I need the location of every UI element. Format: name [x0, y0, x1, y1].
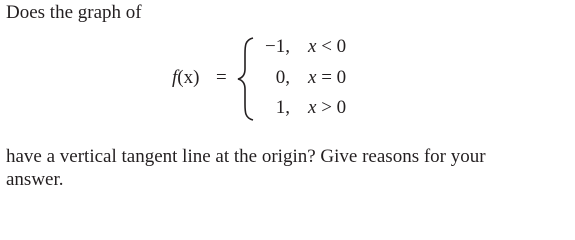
function-argument: (x) — [177, 67, 200, 88]
case-value-text: 1, — [275, 97, 290, 118]
condition-variable: x — [308, 36, 317, 57]
condition-text: < 0 — [316, 36, 347, 57]
question-text-continued: answer. — [6, 169, 64, 190]
intro-text: Does the graph of — [6, 2, 142, 23]
function-name: f — [172, 67, 178, 88]
condition-text: = 0 — [316, 67, 347, 88]
case-value — [252, 67, 290, 91]
case-value — [252, 36, 290, 60]
function-label — [172, 67, 199, 89]
equals-sign: = — [216, 67, 227, 88]
condition-variable: x — [308, 67, 317, 88]
case-condition — [308, 36, 378, 60]
case-condition — [308, 67, 378, 91]
case-value — [252, 97, 290, 121]
condition-variable: x — [308, 97, 317, 118]
condition-text: > 0 — [316, 97, 347, 118]
case-value-text: −1, — [265, 36, 290, 57]
case-value-text: 0, — [275, 67, 290, 88]
case-condition — [308, 97, 378, 121]
question-text: have a vertical tangent line at the origin? Give reasons for your — [6, 146, 486, 167]
